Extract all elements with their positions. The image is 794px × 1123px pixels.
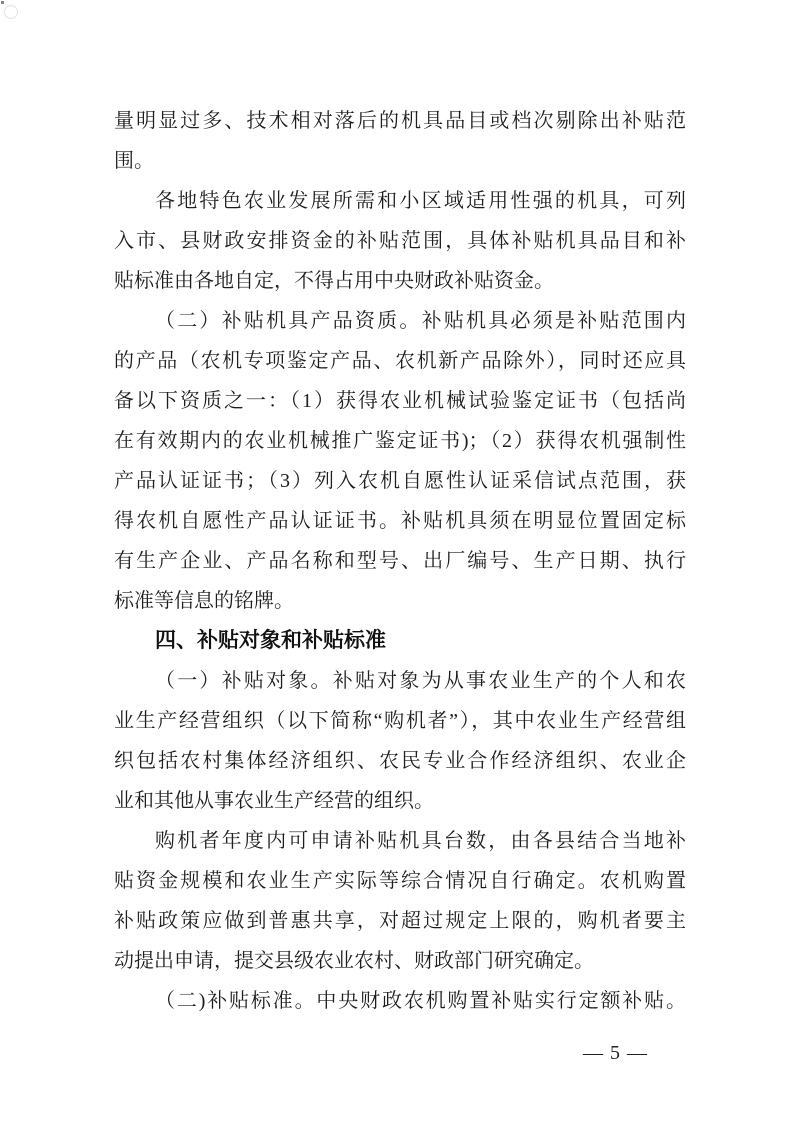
text-line: 量明显过多、技术相对落后的机具品目或档次剔除出补贴范 — [114, 110, 686, 132]
text-line: 各地特色农业发展所需和小区域适用性强的机具，可列 — [155, 190, 686, 212]
text-line: 购机者年度内可申请补贴机具台数，由各县结合当地补 — [155, 830, 686, 852]
text-line: 备以下资质之一：（1）获得农业机械试验鉴定证书（包括尚 — [114, 390, 686, 412]
text-line: 在有效期内的农业机械推广鉴定证书)；（2）获得农机强制性 — [114, 430, 686, 452]
text-line: 动提出申请，提交县级农业农村、财政部门研究确定。 — [114, 950, 594, 972]
text-line: 贴标准由各地自定，不得占用中央财政补贴资金。 — [114, 270, 554, 292]
scan-artifact-ring — [4, 5, 18, 19]
text-line: 产品认证证书；（3）列入农机自愿性认证采信试点范围，获 — [114, 470, 686, 492]
text-line: 的产品（农机专项鉴定产品、农机新产品除外），同时还应具 — [114, 350, 686, 372]
text-line: （一）补贴对象。补贴对象为从事农业生产的个人和农 — [155, 670, 686, 692]
text-line: 得农机自愿性产品认证证书。补贴机具须在明显位置固定标 — [114, 510, 686, 532]
text-line: 织包括农村集体经济组织、农民专业合作经济组织、农业企 — [114, 750, 686, 772]
text-line: 业生产经营组织（以下简称“购机者”），其中农业生产经营组 — [114, 710, 686, 732]
text-line: （二)补贴标准。中央财政农机购置补贴实行定额补贴。 — [155, 990, 686, 1012]
text-line: （二）补贴机具产品资质。补贴机具必须是补贴范围内 — [155, 310, 686, 332]
text-line: 贴资金规模和农业生产实际等综合情况自行确定。农机购置 — [114, 870, 686, 892]
section-heading: 四、补贴对象和补贴标准 — [155, 629, 386, 652]
text-line: 入市、县财政安排资金的补贴范围，具体补贴机具品目和补 — [114, 230, 686, 252]
text-line: 围。 — [114, 150, 154, 172]
text-line: 补贴政策应做到普惠共享，对超过规定上限的，购机者要主 — [114, 910, 686, 932]
body-text-block — [114, 101, 686, 1021]
scan-artifact-dot — [1, 1, 4, 4]
text-line: 标准等信息的铭牌。 — [114, 590, 294, 612]
page-number: — 5 — — [583, 1042, 648, 1064]
text-line: 有生产企业、产品名称和型号、出厂编号、生产日期、执行 — [114, 550, 686, 572]
text-line: 业和其他从事农业生产经营的组织。 — [114, 790, 434, 812]
